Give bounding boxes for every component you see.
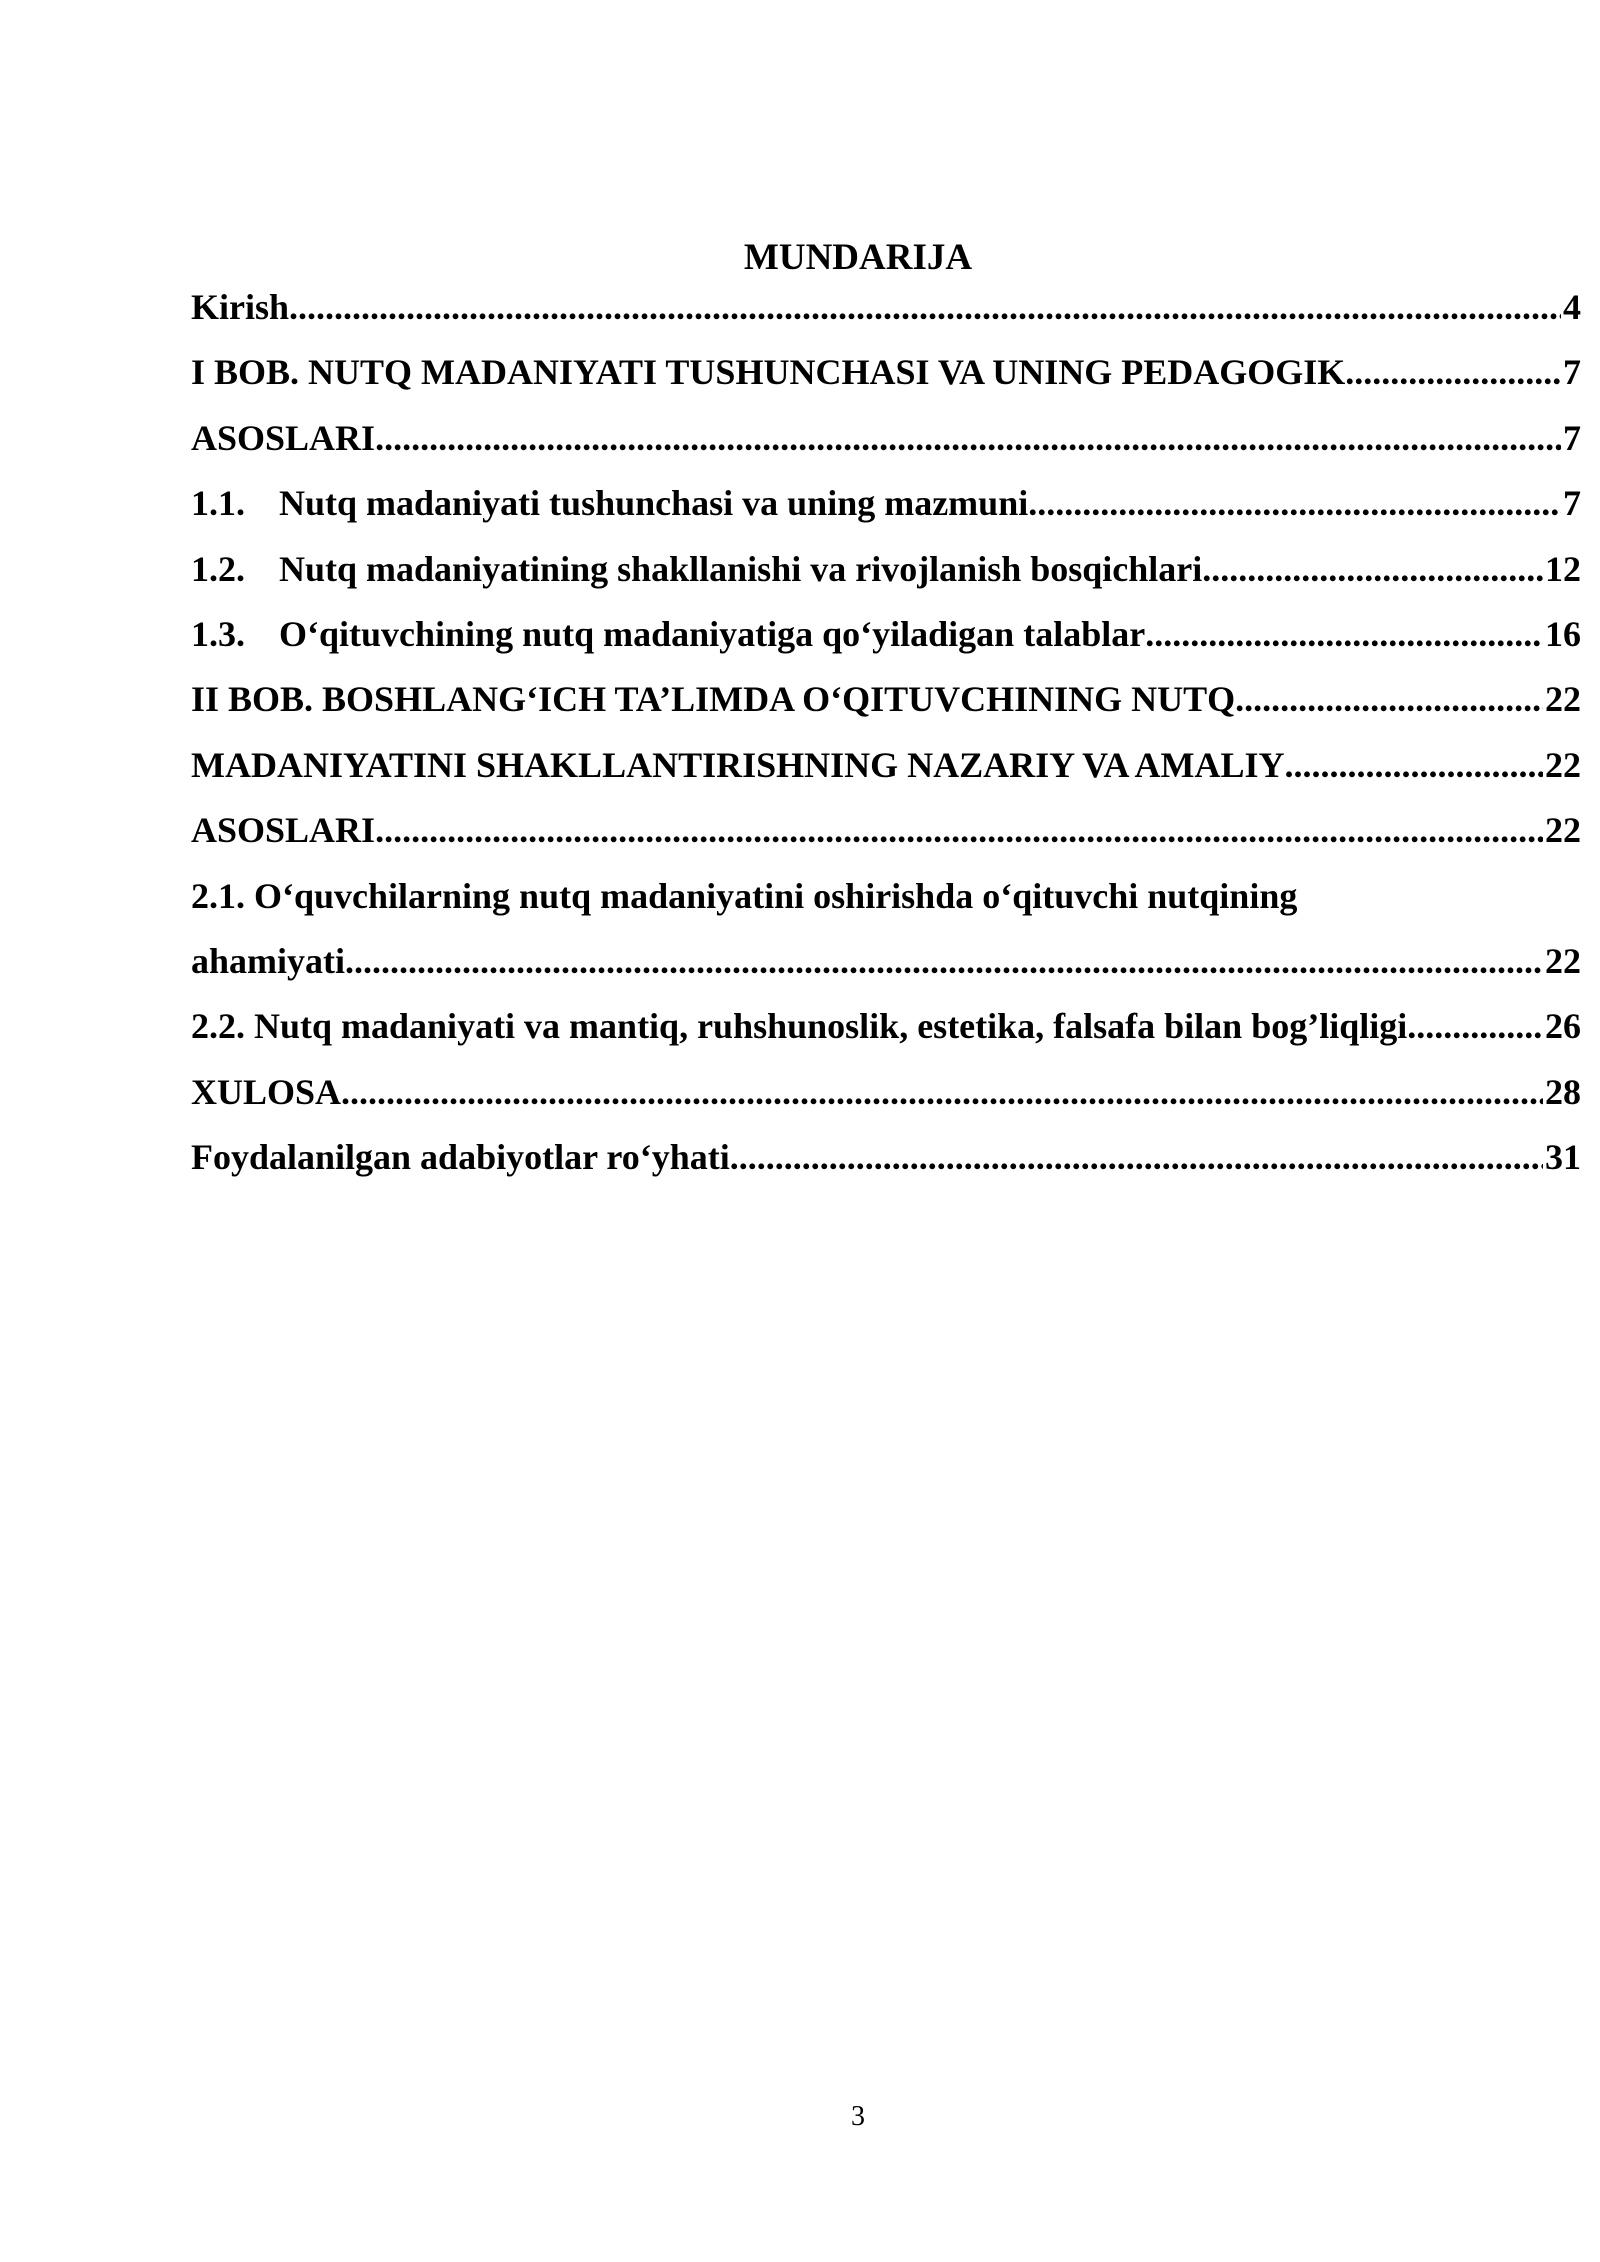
toc-entry	[191, 1066, 1581, 1131]
toc-entry-number: 1.1.	[191, 483, 245, 524]
toc-dot-leader	[1345, 346, 1561, 398]
toc-entry-label: I BOB. NUTQ MADANIYATI TUSHUNCHASI VA UNING PEDAGOGIK	[191, 352, 1346, 393]
toc-entry-label: ASOSLARI	[191, 417, 376, 458]
toc-entry-page: 22	[1545, 810, 1581, 851]
toc-entry	[191, 870, 1581, 935]
toc-entry-number: 1.3.	[191, 613, 245, 654]
toc-dot-leader	[375, 804, 1543, 856]
toc-entry-label: II BOB. BOSHLANG‘ICH TA’LIMDA O‘QITUVCHINING NUTQ	[191, 679, 1236, 720]
toc-entry	[191, 281, 1581, 346]
toc-entry-page: 7	[1563, 352, 1581, 393]
toc-entry	[191, 1000, 1581, 1065]
toc-entry-page: 28	[1545, 1071, 1581, 1112]
toc-entry	[191, 608, 1581, 673]
toc-entry	[191, 935, 1581, 1000]
toc-entry-page: 22	[1545, 679, 1581, 720]
toc-entry-label: ASOSLARI	[191, 810, 376, 851]
toc-entry-page: 12	[1545, 548, 1581, 589]
toc-entry-page: 26	[1545, 1006, 1581, 1047]
toc-dot-leader	[289, 281, 1561, 333]
toc-entry-label: O‘qituvchining nutq madaniyatiga qo‘yiladigan talablar	[279, 613, 1146, 654]
toc-entry-label: Nutq madaniyatining shakllanishi va rivojlanish bosqichlari	[279, 548, 1203, 589]
toc-entry-number: 1.2.	[191, 548, 245, 589]
toc-entry-label: 2.1. O‘quvchilarning nutq madaniyatini oshirishda o‘qituvchi nutqining	[191, 875, 1298, 916]
toc-entry	[191, 346, 1581, 411]
toc-entry-label: Nutq madaniyati tushunchasi va uning mazmuni	[279, 483, 1029, 524]
toc-entry-page: 31	[1545, 1137, 1581, 1178]
table-of-contents	[191, 281, 1581, 1196]
toc-entry-page: 22	[1545, 940, 1581, 981]
toc-entry-page: 4	[1563, 287, 1581, 327]
toc-entry	[191, 1131, 1581, 1196]
toc-dot-leader	[345, 935, 1543, 987]
toc-entry-label: Kirish	[191, 287, 290, 327]
toc-entry	[191, 739, 1581, 804]
toc-dot-leader	[1285, 739, 1543, 791]
toc-dot-leader	[341, 1066, 1543, 1118]
toc-entry-page: 16	[1545, 613, 1581, 654]
toc-dot-leader	[1235, 673, 1543, 725]
toc-title: MUNDARIJA	[743, 237, 973, 278]
toc-dot-leader	[730, 1131, 1543, 1183]
toc-entry	[191, 673, 1581, 738]
toc-entry-label: MADANIYATINI SHAKLLANTIRISHNING NAZARIY VA AMALIY	[191, 744, 1285, 785]
toc-entry-page: 7	[1563, 483, 1581, 524]
toc-entry-label: XULOSA	[191, 1071, 342, 1112]
page-number: 3	[851, 2101, 865, 2132]
toc-entry	[191, 477, 1581, 542]
toc-entry	[191, 804, 1581, 869]
toc-entry-label: Foydalanilgan adabiyotlar ro‘yhati	[191, 1137, 730, 1178]
toc-entry	[191, 412, 1581, 477]
toc-dot-leader	[1145, 608, 1543, 660]
toc-dot-leader	[375, 412, 1561, 464]
toc-dot-leader	[1202, 543, 1543, 595]
toc-entry-page: 22	[1545, 744, 1581, 785]
toc-entry-label: ahamiyati	[191, 940, 346, 981]
toc-dot-leader	[1407, 1000, 1543, 1052]
toc-entry-page: 7	[1563, 417, 1581, 458]
toc-entry-label: 2.2. Nutq madaniyati va mantiq, ruhshunoslik, estetika, falsafa bilan bog’liqligi	[191, 1006, 1408, 1047]
toc-entry	[191, 543, 1581, 608]
toc-dot-leader	[1028, 477, 1561, 529]
